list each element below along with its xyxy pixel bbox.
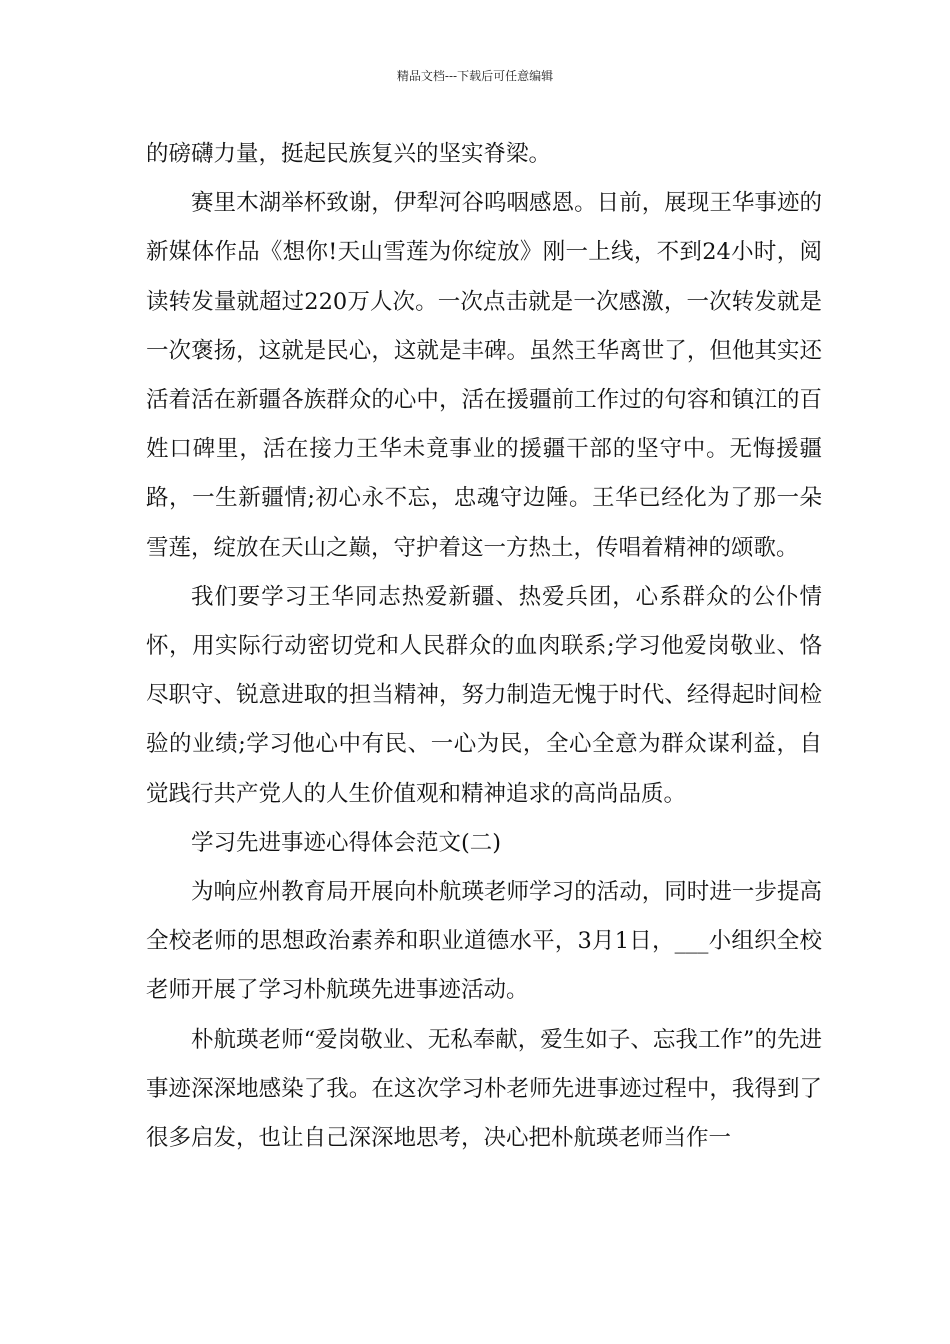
section-heading: 学习先进事迹心得体会范文(二) <box>191 829 502 856</box>
page-header: 精品文档---下载后可任意编辑 <box>396 69 554 83</box>
paragraph-learning-wanghua: 我们要学习王华同志热爱新疆、热爱兵团，心系群众的公仆情怀，用实际行动密切党和人民群众的血肉联系;学习他爱岗敬业、恪尽职守、锐意进取的担当精神，努力制造无愧于时代、经得起时间检验的业绩;学习他心中有民、一心为民，全心全意为群众谋利益，自觉践行共产党人的人生价值观和精神追求的高尚品质。 <box>146 583 822 807</box>
document-body <box>146 130 822 1163</box>
paragraph-continuation: 的磅礴力量，挺起民族复兴的坚实脊梁。 <box>146 141 552 167</box>
paragraph-reflection: 朴航瑛老师“爱岗敬业、无私奉献，爱生如子、忘我工作”的先进事迹深深地感染了我。在这次学习朴老师先进事迹过程中，我得到了很多启发，也让自己深深地思考，决心把朴航瑛老师当作一 <box>146 1026 822 1152</box>
paragraph-activity-intro: 为响应州教育局开展向朴航瑛老师学习的活动，同时进一步提高全校老师的思想政治素养和职业道德水平，3月1日，___小组织全校老师开展了学习朴航瑛先进事迹活动。 <box>146 879 822 1004</box>
paragraph-wanghua-story: 赛里木湖举杯致谢，伊犁河谷呜咽感恩。日前，展现王华事迹的新媒体作品《想你!天山雪莲为你绽放》刚一上线，不到24小时，阅读转发量就超过220万人次。一次点击就是一次感激，一次转发就是一次褒扬，这就是民心，这就是丰碑。虽然王华离世了，但他其实还活着活在新疆各族群众的心中，活在援疆前工作过的句容和镇江的百姓口碑里，活在接力王华未竟事业的援疆干部的坚守中。无悔援疆路，一生新疆情;初心永不忘，忠魂守边陲。王华已经化为了那一朵雪莲，绽放在天山之巅，守护着这一方热土，传唱着精神的颂歌。 <box>146 190 822 561</box>
